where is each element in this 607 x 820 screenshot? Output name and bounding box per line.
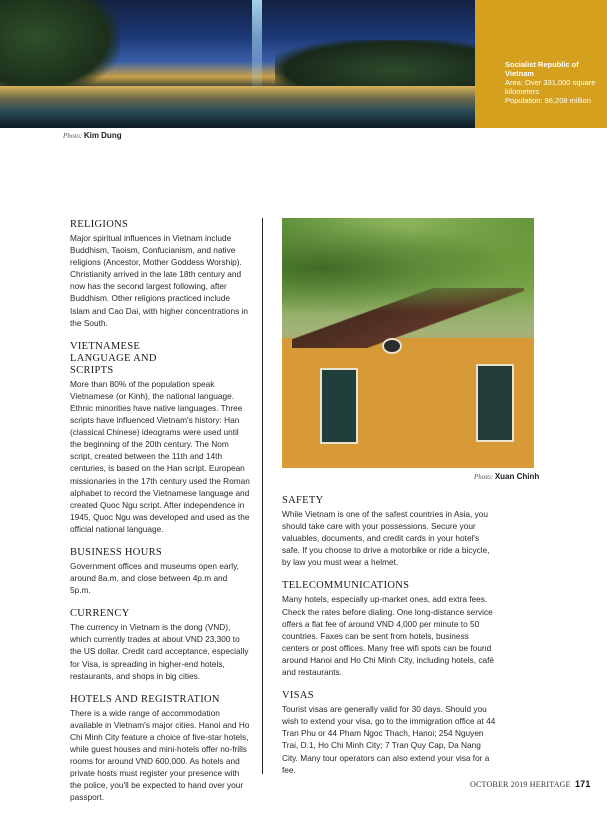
section-body: Major spiritual influences in Vietnam include Buddhism, Taoism, Confucianism, and native religions (Ancestor, Mother Goddess Worship). Christianity arrived in the late 18th century and now has the second largest following, after Buddhism. Other religions practiced include Islam and Cao Dai, with higher concentrations in the South.	[70, 233, 249, 328]
section-religions	[70, 219, 250, 329]
section-body: Tourist visas are generally valid for 30 days. Should you wish to extend your visa, go to the immigration office at 44 Tran Phu or 44 Pham Ngoc Thach, Hanoi; 254 Nguyen Trai, D.1, Ho Chi Minh City; 7 Tran Quy Cap, Da Nang City. Many tour operators can also extend your visa for a fee.	[282, 704, 496, 775]
infobox-population: Population: 96,208 million	[505, 96, 591, 105]
section-heading: HOTELS AND REGISTRATION	[70, 693, 220, 705]
section-heading: CURRENCY	[70, 608, 130, 620]
footer-issue: OCTOBER 2019 HERITAGE	[470, 780, 571, 789]
house-credit-prefix: Photo:	[474, 473, 494, 481]
page-number: 171	[574, 779, 591, 789]
section-body: More than 80% of the population speak Vietnamese (or Kinh), the national language. Ethnic minorities have native languages. Three scripts have influenced Vietnam's history: Han (classical Chinese) ideograms were used until the beginning of the 20th century. The Nom script, created between the 11th and 14th centuries, is based on the Han script. European missionaries in the 17th century used the Roman alphabet to record the Vietnamese language and created Quoc Ngu script. After independence in 1945, Quoc Ngu was developed and used as the official national language.	[70, 378, 250, 534]
hero-credit-name: Kim Dung	[83, 131, 122, 140]
hero-trees-left	[0, 0, 120, 95]
hero-light-beam	[252, 0, 262, 90]
hero-trees-right	[275, 40, 475, 90]
country-infobox	[475, 0, 607, 128]
section-body: While Vietnam is one of the safest countries in Asia, you should take care with your possessions. Secure your valuables, documents, and credit cards in your hotel's safe. If you choose to drive a motorbike or ride a bicycle, by law you must wear a helmet.	[282, 509, 490, 568]
hero-photo-credit	[63, 131, 122, 140]
section-body: Many hotels, especially up-market ones, add extra fees. Check the rates before dialing. One long-distance service offers a flat fee of around VND 4,000 per minute to 50 countries. Faxes can be sent from hotels, business centers or post offices. Many free wifi spots can be found around Hanoi and Ho Chi Minh City, including hotels, café and restaurants.	[282, 594, 494, 678]
tree-canopy	[282, 218, 534, 328]
hero-photo	[0, 0, 475, 128]
infobox-title: Socialist Republic of Vietnam	[505, 60, 579, 78]
section-heading: VISAS	[282, 690, 314, 702]
house-window-right	[476, 364, 514, 442]
section-body: Government offices and museums open early, around 8a.m, and close between 4p.m and 5p.m.	[70, 560, 239, 596]
house-oval-window	[382, 338, 402, 354]
section-hotels	[70, 694, 250, 804]
section-business-hours	[70, 547, 250, 596]
section-body: The currency in Vietnam is the dong (VND), which currently trades at about VND 23,300 to the US dollar. Credit card acceptance, especially for Visa, is spreading in higher-end hotels, restaurants, and shops in big cities.	[70, 622, 249, 681]
left-column	[70, 219, 250, 803]
right-column	[282, 495, 497, 776]
section-language	[70, 341, 250, 535]
section-safety	[282, 495, 497, 568]
infobox-area: Area: Over 331,000 square kilometers	[505, 78, 596, 96]
column-divider	[262, 218, 263, 774]
hero-credit-prefix: Photo:	[63, 132, 83, 140]
section-heading: RELIGIONS	[70, 219, 129, 230]
hero-lake-reflection	[0, 86, 475, 128]
section-telecommunications	[282, 580, 497, 678]
house-photo	[282, 218, 534, 468]
section-heading: BUSINESS HOURS	[70, 546, 163, 558]
page-footer	[470, 779, 591, 789]
section-body: There is a wide range of accommodation available in Vietnam's major cities. Hanoi and Ho Chi Minh City feature a choice of five-star hotels, while guest houses and mini-hotels offer no-frills rooms for around VND 600,000. As hotels and private hosts must register your presence with the police, you'll be expected to hand over your passport.	[70, 707, 250, 803]
house-credit-name: Xuan Chinh	[494, 472, 540, 481]
section-currency	[70, 608, 250, 681]
section-heading: VIETNAMESE LANGUAGE AND SCRIPTS	[70, 340, 157, 376]
section-visas	[282, 690, 497, 776]
house-photo-credit	[474, 472, 539, 481]
house-window-left	[320, 368, 358, 444]
section-heading: SAFETY	[282, 495, 324, 506]
section-heading: TELECOMMUNICATIONS	[282, 580, 410, 592]
